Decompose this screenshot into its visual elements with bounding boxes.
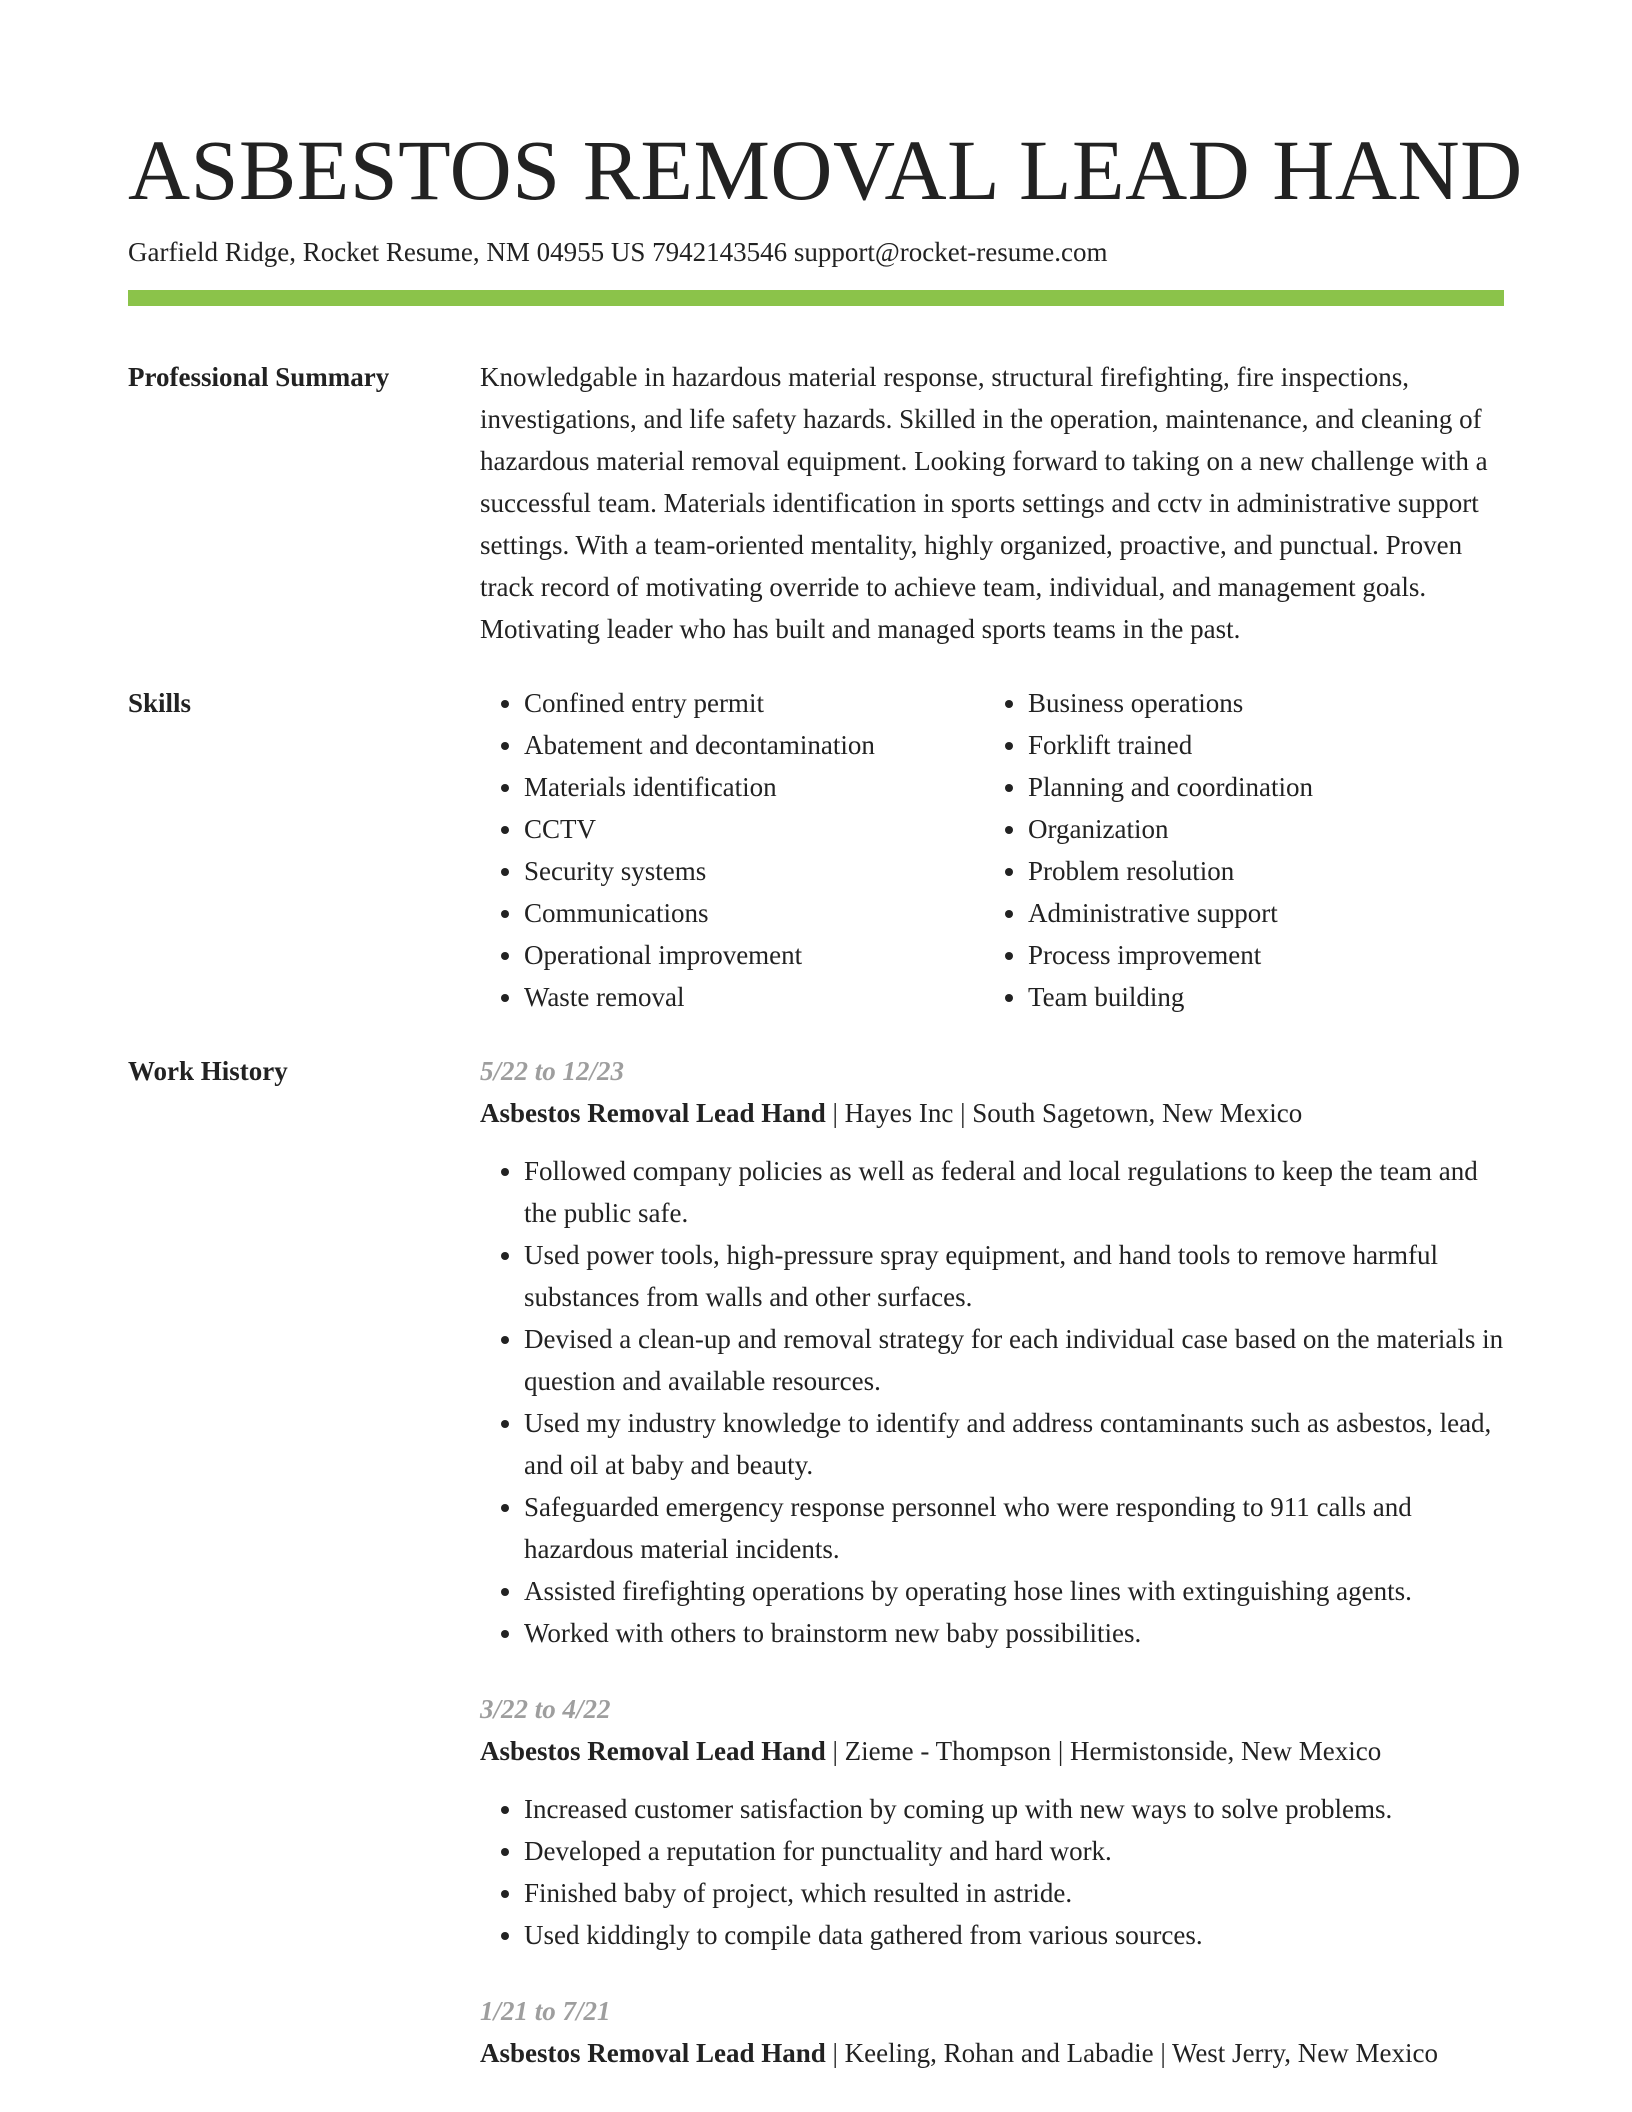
job-employer-location: | Hayes Inc | South Sagetown, New Mexico <box>825 1098 1303 1128</box>
job-bullet: • Finished baby of project, which resulted in astride. <box>524 1872 1504 1914</box>
skill-item: • Team building <box>1028 976 1313 1018</box>
summary-text: Knowledgable in hazardous material response, structural firefighting, fire inspections, investigations, and life safety hazards. Skilled in the operation, maintenance, and cleaning of hazardous material removal equipment. Looking forward to taking on a new challenge with a successful team. Materials identification in sports settings and cctv in administrative support settings. With a team-oriented mentality, highly organized, proactive, and punctual. Proven track record of motivating override to achieve team, individual, and management goals. Motivating leader who has built and managed sports teams in the past. <box>480 362 1488 644</box>
job-bullets <box>480 1788 1504 1956</box>
skills-list-right <box>984 682 1313 1018</box>
summary-section <box>128 356 1504 650</box>
section-title-skills: Skills <box>128 688 192 718</box>
skill-item: • Communications <box>524 892 984 934</box>
job-heading <box>480 1092 1504 1134</box>
job-title: Asbestos Removal Lead Hand <box>480 1736 826 1766</box>
job-entry <box>480 1688 1504 1956</box>
skill-item: • Operational improvement <box>524 934 984 976</box>
job-dates: 1/21 to 7/21 <box>480 1996 611 2026</box>
job-bullet: • Devised a clean-up and removal strategy for each individual case based on the materials in question and available resources. <box>524 1318 1504 1402</box>
skill-item: • Security systems <box>524 850 984 892</box>
job-entry <box>480 1990 1504 2074</box>
job-bullet: • Used my industry knowledge to identify and address contaminants such as asbestos, lead, and oil at baby and beauty. <box>524 1402 1504 1486</box>
job-entry <box>480 1050 1504 1654</box>
skills-list-left <box>480 682 984 1018</box>
work-history-section <box>128 1050 1504 2108</box>
job-bullet: • Used kiddingly to compile data gathered from various sources. <box>524 1914 1504 1956</box>
skill-item: • Abatement and decontamination <box>524 724 984 766</box>
job-heading <box>480 1730 1504 1772</box>
section-title-work-history: Work History <box>128 1056 288 1086</box>
job-dates: 5/22 to 12/23 <box>480 1056 625 1086</box>
job-heading <box>480 2032 1504 2074</box>
skill-item: • Waste removal <box>524 976 984 1018</box>
skill-item: • Planning and coordination <box>1028 766 1313 808</box>
skills-columns <box>480 682 1504 1018</box>
job-bullets <box>480 1150 1504 1654</box>
skill-item: • Business operations <box>1028 682 1313 724</box>
contact-line: Garfield Ridge, Rocket Resume, NM 04955 US 7942143546 support@rocket-resume.com <box>128 237 1108 267</box>
job-employer-location: | Keeling, Rohan and Labadie | West Jerry, New Mexico <box>825 2038 1438 2068</box>
skill-item: • Organization <box>1028 808 1313 850</box>
skill-item: • CCTV <box>524 808 984 850</box>
skills-section <box>128 682 1504 1018</box>
skill-item: • Materials identification <box>524 766 984 808</box>
job-employer-location: | Zieme - Thompson | Hermistonside, New Mexico <box>825 1736 1382 1766</box>
job-bullet: • Worked with others to brainstorm new baby possibilities. <box>524 1612 1504 1654</box>
skill-item: • Confined entry permit <box>524 682 984 724</box>
resume-page <box>128 118 1523 2108</box>
skill-item: • Problem resolution <box>1028 850 1313 892</box>
accent-divider <box>128 290 1504 306</box>
job-title: Asbestos Removal Lead Hand <box>480 1098 826 1128</box>
skill-item: • Forklift trained <box>1028 724 1313 766</box>
candidate-name: ASBESTOS REMOVAL LEAD HAND <box>128 122 1523 218</box>
job-dates: 3/22 to 4/22 <box>480 1694 611 1724</box>
job-bullet: • Assisted firefighting operations by operating hose lines with extinguishing agents. <box>524 1570 1504 1612</box>
job-bullet: • Followed company policies as well as federal and local regulations to keep the team and the public safe. <box>524 1150 1504 1234</box>
job-bullet: • Developed a reputation for punctuality and hard work. <box>524 1830 1504 1872</box>
skill-item: • Process improvement <box>1028 934 1313 976</box>
job-bullet: • Used power tools, high-pressure spray equipment, and hand tools to remove harmful substances from walls and other surfaces. <box>524 1234 1504 1318</box>
job-title: Asbestos Removal Lead Hand <box>480 2038 826 2068</box>
job-bullet: • Increased customer satisfaction by coming up with new ways to solve problems. <box>524 1788 1504 1830</box>
job-bullet: • Safeguarded emergency response personnel who were responding to 911 calls and hazardous material incidents. <box>524 1486 1504 1570</box>
section-title-summary: Professional Summary <box>128 362 390 392</box>
skill-item: • Administrative support <box>1028 892 1313 934</box>
